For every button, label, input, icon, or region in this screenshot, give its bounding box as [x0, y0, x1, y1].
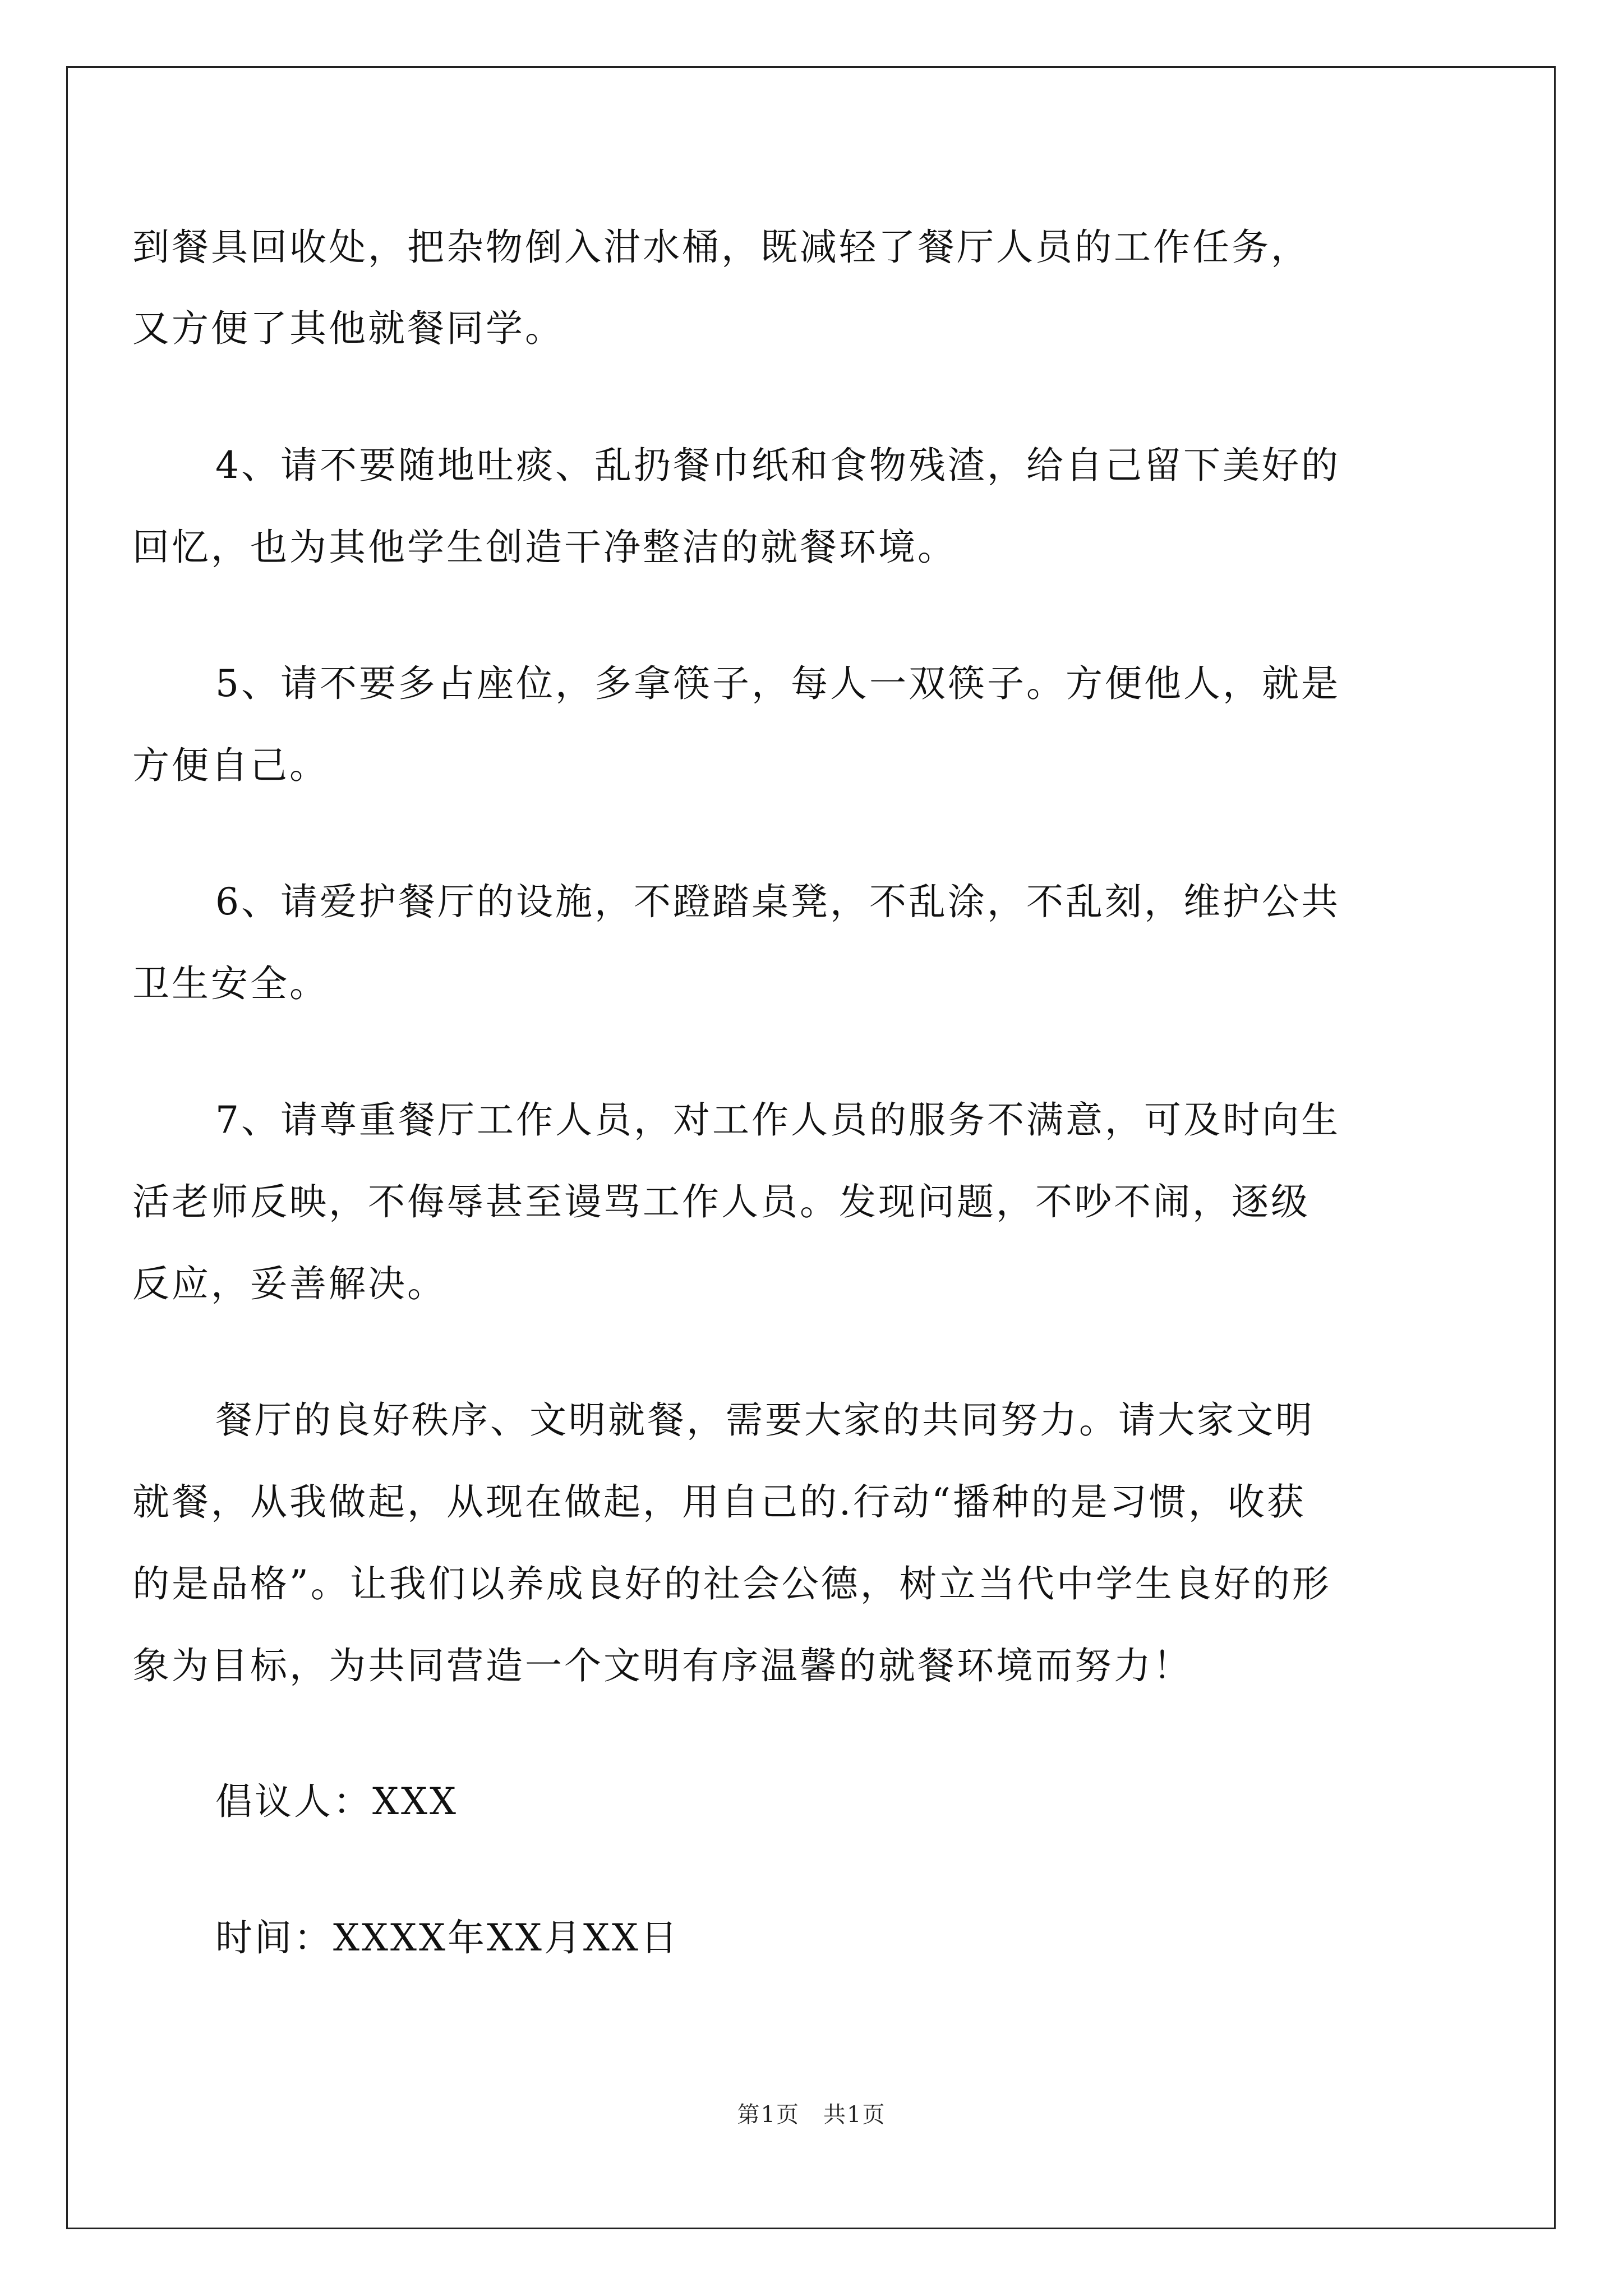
- text-line: 卫生安全。: [132, 962, 329, 1005]
- text-line: 就餐，从我做起，从现在做起，用自己的.行动“播种的是习惯，收获: [132, 1480, 1306, 1524]
- text-line: 5、请不要多占座位，多拿筷子，每人一双筷子。方便他人，就是: [215, 662, 1340, 705]
- text-line: 4、请不要随地吐痰、乱扔餐巾纸和食物残渣，给自己留下美好的: [215, 444, 1340, 487]
- text-line: 又方便了其他就餐同学。: [132, 307, 564, 350]
- page-border: [66, 66, 1556, 2229]
- proposer-line: 倡议人：XXX: [215, 1780, 458, 1823]
- text-line: 餐厅的良好秩序、文明就餐，需要大家的共同努力。请大家文明: [215, 1398, 1315, 1442]
- text-line: 7、请尊重餐厅工作人员，对工作人员的服务不满意，可及时向生: [215, 1098, 1340, 1142]
- page-number-footer: 第1页 共1页: [737, 2102, 886, 2128]
- text-line: 方便自己。: [132, 744, 329, 787]
- text-line: 象为目标，为共同营造一个文明有序温馨的就餐环境而努力！: [132, 1644, 1192, 1687]
- date-line: 时间：XXXX年XX月XX日: [215, 1916, 680, 1959]
- text-line: 活老师反映，不侮辱甚至谩骂工作人员。发现问题，不吵不闹，逐级: [132, 1180, 1310, 1223]
- text-line: 到餐具回收处，把杂物倒入泔水桶，既减轻了餐厅人员的工作任务，: [132, 226, 1310, 269]
- text-line: 反应，妥善解决。: [132, 1262, 446, 1305]
- text-line: 回忆，也为其他学生创造干净整洁的就餐环境。: [132, 526, 957, 569]
- text-line: 6、请爱护餐厅的设施，不蹬踏桌凳，不乱涂，不乱刻，维护公共: [215, 880, 1340, 923]
- text-line: 的是品格”。让我们以养成良好的社会公德，树立当代中学生良好的形: [132, 1562, 1331, 1605]
